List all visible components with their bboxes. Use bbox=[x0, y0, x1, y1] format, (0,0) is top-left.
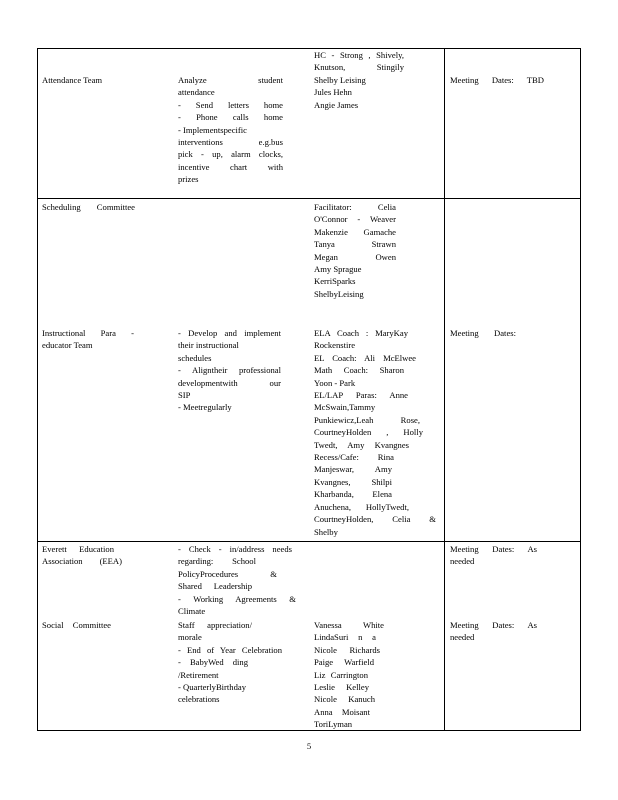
meeting-dates-line: needed bbox=[450, 556, 475, 567]
member-line: Shelby Leising bbox=[314, 74, 366, 85]
purpose-line: - Develop and implement bbox=[178, 328, 281, 338]
member-line: Amy Sprague bbox=[314, 264, 362, 275]
meeting-dates-line: Meeting Dates: As bbox=[450, 620, 537, 630]
member-line: Leslie Kelley bbox=[314, 682, 369, 693]
purpose-line: schedules bbox=[178, 352, 212, 363]
meeting-dates-cell bbox=[450, 74, 544, 86]
meeting-dates-cell bbox=[450, 619, 537, 644]
team-name-cell bbox=[42, 201, 135, 213]
purpose-line: morale bbox=[178, 632, 202, 643]
member-line: Anna Moisant bbox=[314, 706, 370, 717]
member-line: EL/LAP Paras: Anne bbox=[314, 390, 408, 401]
member-line: Shelby bbox=[314, 526, 338, 537]
team-name-cell bbox=[42, 543, 122, 568]
purpose-line: SIP bbox=[178, 390, 191, 401]
member-line: HC - Strong , Shively, bbox=[314, 50, 404, 60]
purpose-line: interventions e.g.bus bbox=[178, 137, 283, 148]
purpose-cell bbox=[178, 74, 283, 186]
member-line: LindaSuri n a bbox=[314, 632, 376, 643]
purpose-line: - Phone calls home bbox=[178, 112, 283, 123]
member-line: CourtneyHolden , Holly bbox=[314, 427, 423, 438]
table-border-right bbox=[580, 48, 581, 731]
purpose-line: - Aligntheir professional bbox=[178, 365, 281, 376]
purpose-line: attendance bbox=[178, 87, 215, 98]
member-line: Punkiewicz,Leah Rose, bbox=[314, 414, 420, 425]
member-line: Tanya Strawn bbox=[314, 239, 396, 250]
member-line: ShelbyLeising bbox=[314, 288, 364, 299]
team-name-cell bbox=[42, 619, 111, 631]
purpose-cell bbox=[178, 327, 281, 414]
team-name-line: Attendance Team bbox=[42, 75, 103, 85]
member-line: ToriLyman bbox=[314, 719, 353, 730]
team-name-line: Instructional Para - bbox=[42, 328, 134, 338]
purpose-line: pick - up, alarm clocks, bbox=[178, 149, 283, 160]
page-number: 5 bbox=[306, 741, 312, 751]
purpose-line: Climate bbox=[178, 606, 206, 617]
member-line: Nicole Richards bbox=[314, 644, 380, 655]
member-line: ELA Coach : MaryKay bbox=[314, 328, 408, 338]
member-line: Vanessa White bbox=[314, 620, 384, 630]
purpose-line: PolicyProcedures & bbox=[178, 568, 277, 579]
members-cell bbox=[314, 49, 404, 111]
purpose-line: prizes bbox=[178, 174, 199, 185]
purpose-cell bbox=[178, 619, 282, 706]
member-line: O'Connor - Weaver bbox=[314, 214, 396, 225]
purpose-line: - End of Year Celebration bbox=[178, 644, 282, 655]
purpose-line: - BabyWed ding bbox=[178, 657, 248, 668]
column-divider bbox=[444, 48, 445, 731]
team-name-line: Association (EEA) bbox=[42, 556, 122, 567]
purpose-line: - Meetregularly bbox=[178, 402, 232, 413]
member-line: Angie James bbox=[314, 99, 359, 110]
meeting-dates-line: Meeting Dates: As bbox=[450, 544, 537, 554]
members-cell bbox=[314, 201, 396, 300]
member-line: Liz Carrington bbox=[314, 669, 368, 680]
row-divider bbox=[37, 198, 581, 199]
purpose-line: - Implementspecific bbox=[178, 124, 247, 135]
member-line: Knutson, Stingily bbox=[314, 62, 404, 73]
purpose-cell bbox=[178, 543, 296, 617]
member-line: Facilitator: Celia bbox=[314, 202, 396, 212]
purpose-line: /Retirement bbox=[178, 669, 219, 680]
team-name-line: Everett Education bbox=[42, 544, 114, 554]
purpose-line: - Working Agreements & bbox=[178, 593, 296, 604]
member-line: Megan Owen bbox=[314, 251, 396, 262]
meeting-dates-line: Meeting Dates: bbox=[450, 328, 516, 338]
member-line: Nicole Kanuch bbox=[314, 694, 375, 705]
team-name-line: Social Committee bbox=[42, 620, 111, 630]
meeting-dates-line: Meeting Dates: TBD bbox=[450, 75, 544, 85]
members-cell bbox=[314, 619, 384, 731]
member-line: Kvangnes, Shilpi bbox=[314, 476, 392, 487]
member-line: Jules Hehn bbox=[314, 87, 352, 98]
purpose-line: their instructional bbox=[178, 340, 239, 351]
member-line: Math Coach: Sharon bbox=[314, 365, 404, 376]
purpose-line: Staff appreciation/ bbox=[178, 620, 252, 630]
team-name-cell bbox=[42, 327, 134, 352]
member-line: Manjeswar, Amy bbox=[314, 464, 392, 475]
row-divider bbox=[37, 541, 581, 542]
purpose-line: celebrations bbox=[178, 694, 220, 705]
member-line: KerriSparks bbox=[314, 276, 356, 287]
table-border-top bbox=[37, 48, 581, 49]
member-line: McSwain,Tammy bbox=[314, 402, 376, 413]
member-line: Makenzie Gamache bbox=[314, 226, 396, 237]
meeting-dates-line: needed bbox=[450, 632, 475, 643]
team-name-cell bbox=[42, 74, 166, 86]
member-line: Kharbanda, Elena bbox=[314, 489, 392, 500]
member-line: Twedt, Amy Kvangnes bbox=[314, 439, 409, 450]
members-cell bbox=[314, 327, 436, 538]
team-name-line: Scheduling Committee bbox=[42, 202, 135, 212]
team-name-line: educator Team bbox=[42, 340, 93, 351]
purpose-line: developmentwith our bbox=[178, 377, 281, 388]
meeting-dates-cell bbox=[450, 327, 516, 339]
table-border-left bbox=[37, 48, 38, 731]
member-line: Rockenstire bbox=[314, 340, 356, 351]
member-line: CourtneyHolden, Celia & bbox=[314, 514, 436, 525]
purpose-line: regarding: School bbox=[178, 556, 256, 567]
table-border-bottom bbox=[37, 730, 581, 731]
purpose-line: incentive chart with bbox=[178, 161, 283, 172]
purpose-line: Shared Leadership bbox=[178, 581, 252, 592]
member-line: Yoon - Park bbox=[314, 377, 356, 388]
meeting-dates-cell bbox=[450, 543, 537, 568]
purpose-line: - Send letters home bbox=[178, 99, 283, 110]
member-line: Paige Warfield bbox=[314, 657, 374, 668]
member-line: Anuchena, HollyTwedt, bbox=[314, 501, 409, 512]
purpose-line: Analyze student bbox=[178, 75, 283, 85]
purpose-line: - QuarterlyBirthday bbox=[178, 682, 247, 693]
member-line: EL Coach: Ali McElwee bbox=[314, 352, 416, 363]
purpose-line: - Check - in/address needs bbox=[178, 544, 292, 554]
member-line: Recess/Cafe: Rina bbox=[314, 452, 394, 463]
